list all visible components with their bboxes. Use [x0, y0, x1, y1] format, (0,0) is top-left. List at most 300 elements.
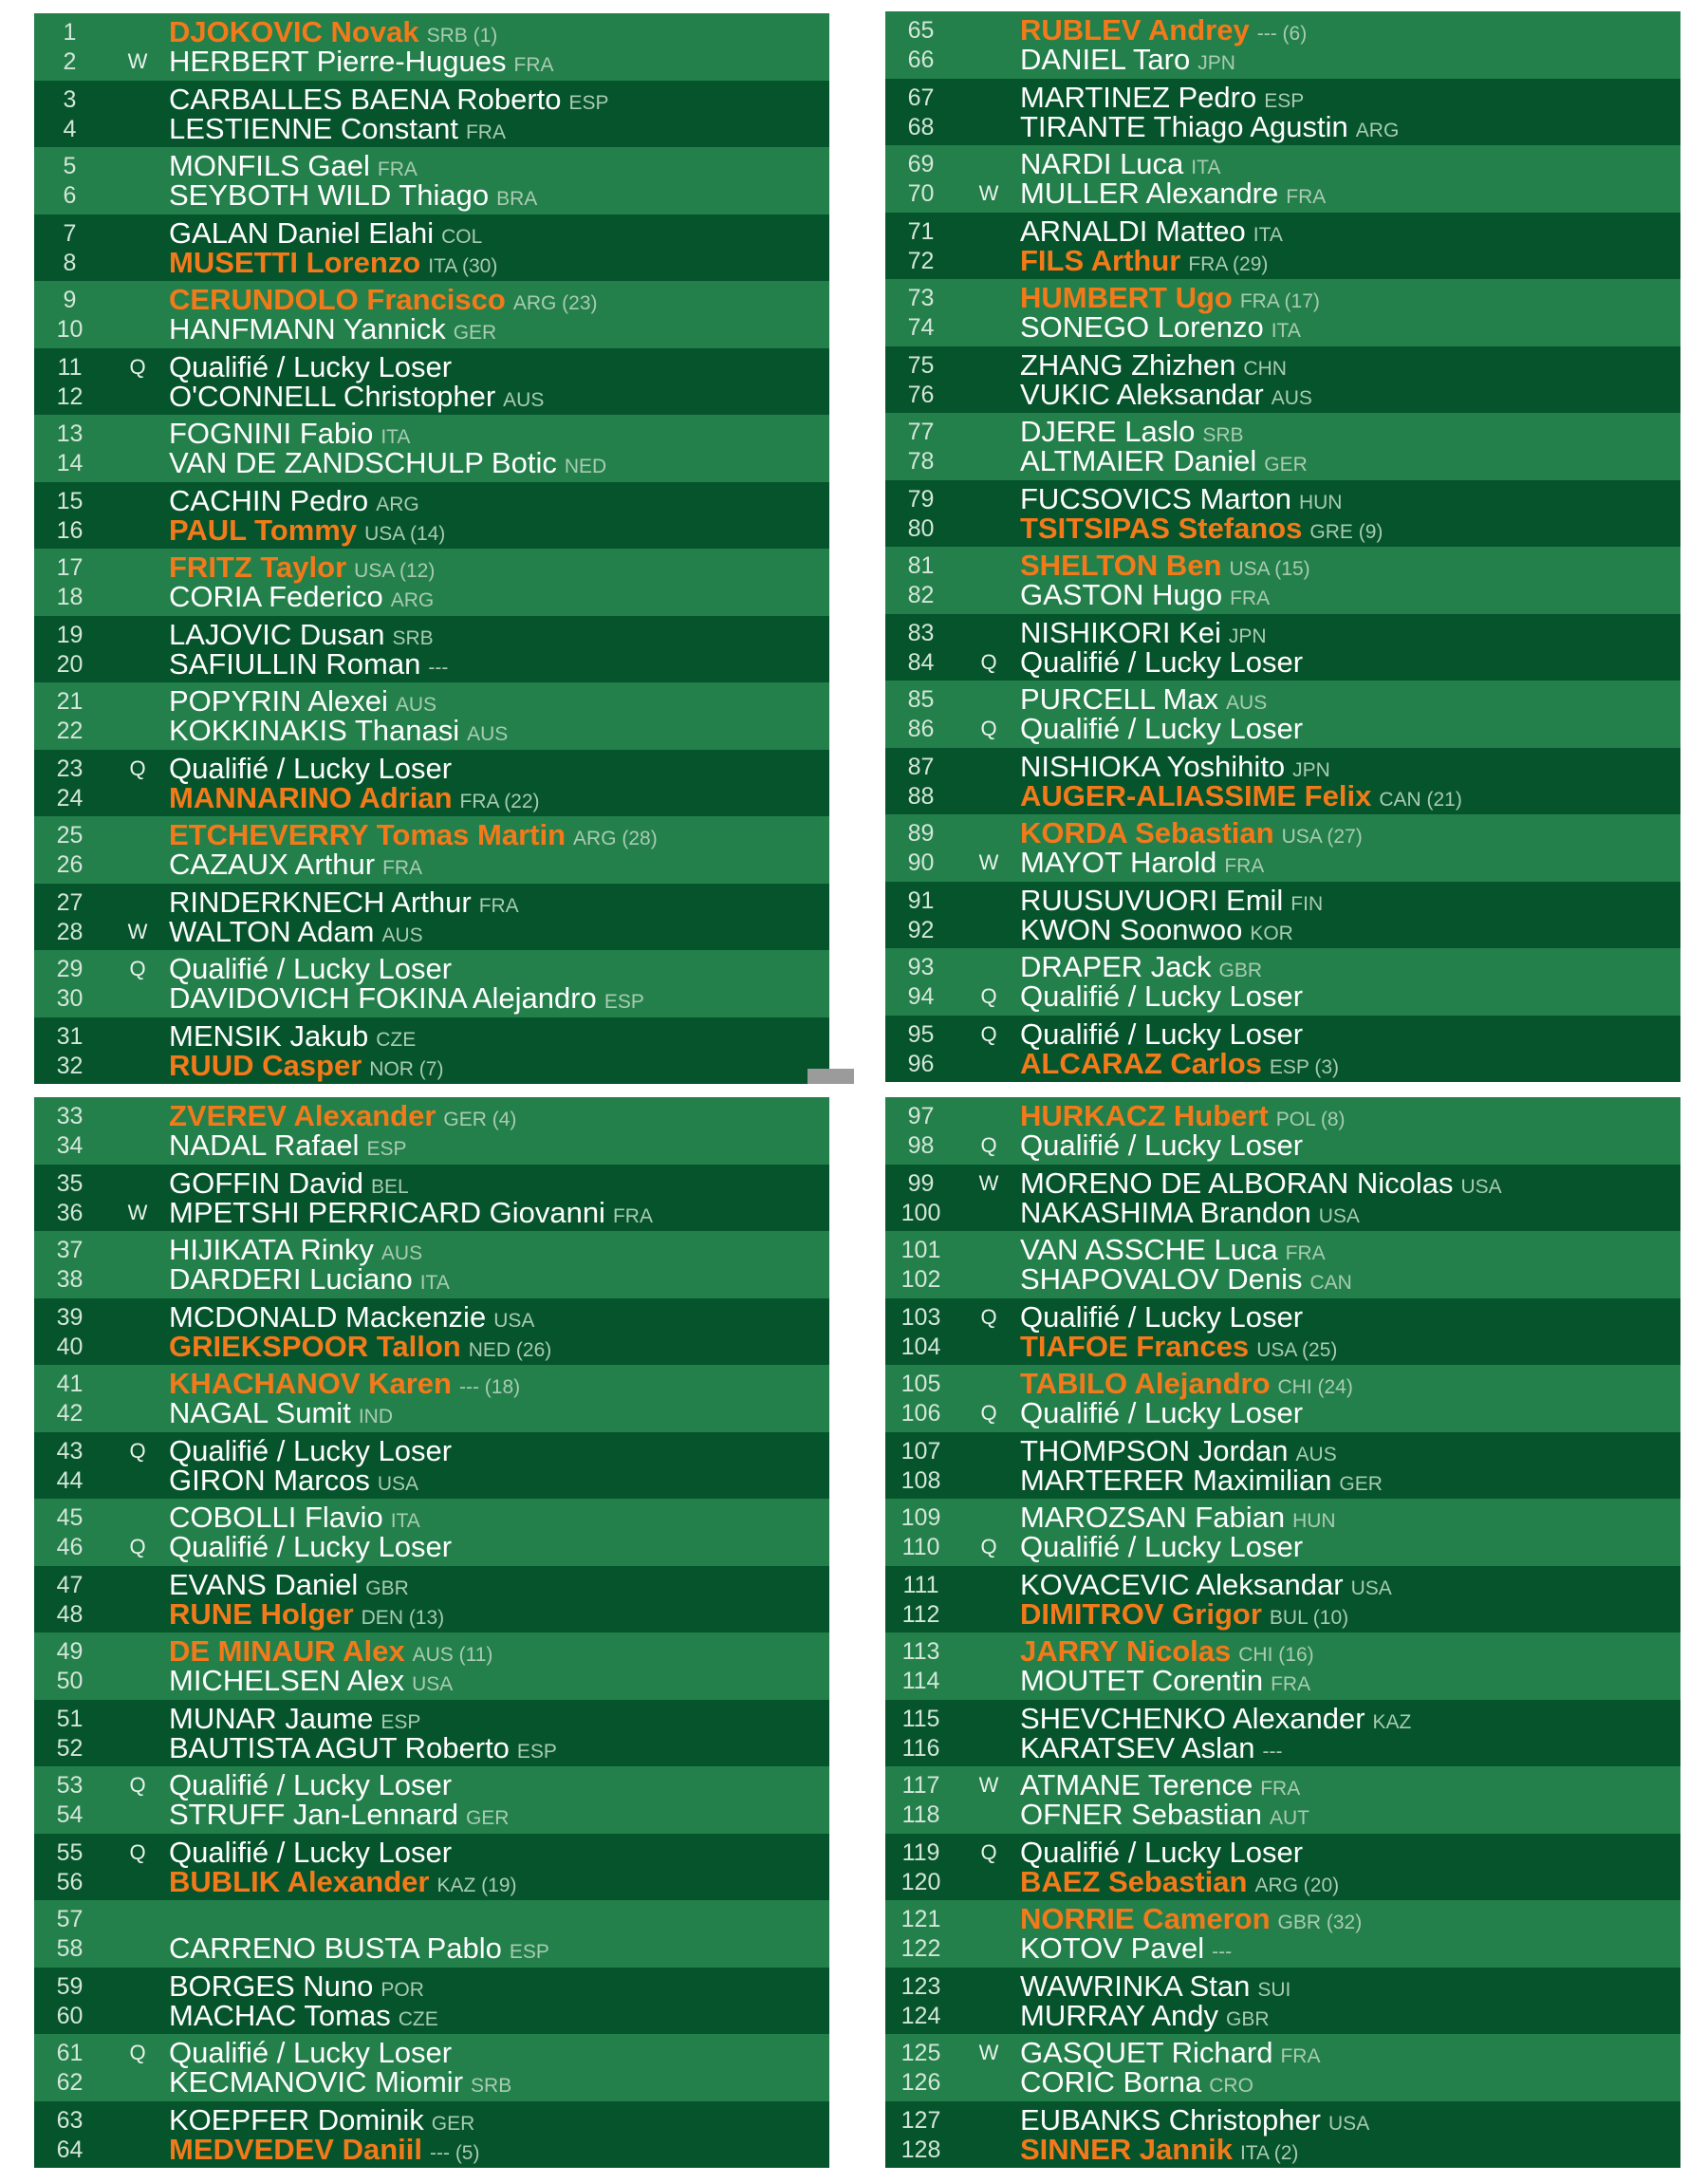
country-seed: COL — [441, 225, 483, 248]
match-row[interactable] — [885, 2101, 1680, 2169]
draw-position: 14 — [56, 450, 84, 476]
match-row[interactable] — [34, 950, 829, 1017]
draw-position: 17 — [56, 554, 84, 581]
player-line[interactable] — [885, 1264, 1680, 1295]
match-row[interactable] — [885, 1016, 1680, 1083]
player-line[interactable] — [885, 446, 1680, 476]
match-row[interactable] — [885, 413, 1680, 480]
match-row[interactable] — [34, 2101, 829, 2169]
draw-position: 79 — [907, 485, 935, 513]
player-name — [169, 1933, 549, 1968]
player-line[interactable] — [34, 1864, 829, 1898]
player-name-text: ZHANG Zhizhen — [1020, 347, 1236, 382]
country-seed: ITA (2) — [1239, 2141, 1299, 2164]
match-row[interactable] — [885, 681, 1680, 748]
match-row[interactable] — [34, 1566, 829, 1633]
player-name-text: KORDA Sebastian — [1020, 816, 1274, 849]
player-name-text: MANNARINO Adrian — [169, 780, 453, 814]
entry-tag: W — [127, 919, 148, 943]
player-line[interactable] — [885, 45, 1680, 75]
player-line[interactable] — [34, 1018, 829, 1053]
player-line[interactable] — [34, 180, 829, 211]
player-line[interactable] — [34, 1168, 829, 1199]
player-line[interactable] — [34, 245, 829, 279]
country-seed: BRA — [496, 188, 538, 210]
player-line[interactable] — [34, 1235, 829, 1265]
draw-position: 124 — [900, 2002, 941, 2029]
match-row[interactable] — [34, 549, 829, 616]
player-line[interactable] — [34, 617, 829, 651]
player-line[interactable] — [34, 151, 829, 181]
player-name-text: ALCARAZ Carlos — [1020, 1046, 1262, 1080]
draw-position: 29 — [56, 956, 84, 982]
player-line[interactable] — [34, 820, 829, 850]
country-seed: --- — [1262, 1740, 1283, 1763]
match-row[interactable] — [34, 13, 829, 81]
player-name-text: GRIEKSPOOR Tallon — [169, 1329, 461, 1363]
player-name-text: POPYRIN Alexei — [169, 684, 388, 718]
scroll-divider-handle[interactable] — [808, 1069, 854, 1084]
player-line[interactable] — [34, 1329, 829, 1363]
match-row[interactable] — [885, 145, 1680, 213]
player-line[interactable] — [34, 419, 829, 449]
country-seed: AUT — [1270, 1807, 1309, 1829]
country-seed: CAN (21) — [1379, 788, 1462, 811]
player-line[interactable] — [885, 2132, 1680, 2166]
player-line[interactable] — [34, 849, 829, 880]
draw-position: 75 — [907, 351, 935, 379]
draw-position: 111 — [902, 1571, 939, 1598]
player-name-text: BAUTISTA AGUT Roberto — [169, 1730, 510, 1764]
player-line[interactable] — [885, 1998, 1680, 2032]
player-line[interactable] — [885, 644, 1680, 679]
country-seed: USA — [1350, 1577, 1392, 1599]
player-name-text: Qualifié / Lucky Loser — [1020, 980, 1304, 1013]
match-row[interactable] — [34, 147, 829, 215]
player-line[interactable] — [885, 580, 1680, 610]
draw-position: 28 — [56, 918, 84, 945]
player-line[interactable] — [34, 1101, 829, 1131]
player-line[interactable] — [885, 513, 1680, 544]
player-line[interactable] — [885, 347, 1680, 382]
country-seed: --- (18) — [458, 1376, 521, 1398]
player-line[interactable] — [34, 1800, 829, 1830]
player-line[interactable] — [34, 2132, 829, 2166]
player-line[interactable] — [885, 1770, 1680, 1801]
player-line[interactable] — [34, 983, 829, 1014]
player-line[interactable] — [885, 1168, 1680, 1199]
player-line[interactable] — [885, 1666, 1680, 1696]
player-line[interactable] — [885, 778, 1680, 812]
country-seed: FRA — [1280, 2045, 1321, 2067]
match-row[interactable] — [885, 1700, 1680, 1767]
player-line[interactable] — [885, 1398, 1680, 1428]
match-row[interactable] — [34, 81, 829, 148]
player-name-text: MEDVEDEV Daniil — [169, 2132, 422, 2166]
player-line[interactable] — [885, 1465, 1680, 1496]
player-line[interactable] — [885, 1636, 1680, 1667]
draw-position: 125 — [900, 2040, 941, 2066]
player-line[interactable] — [34, 515, 829, 546]
draw-position: 37 — [56, 1237, 84, 1263]
player-line[interactable] — [34, 1369, 829, 1399]
player-name-text: KOTOV Pavel — [1020, 1931, 1205, 1965]
player-line[interactable] — [34, 914, 829, 948]
match-row[interactable] — [34, 1231, 829, 1298]
player-line[interactable] — [34, 1048, 829, 1082]
match-row[interactable] — [34, 2034, 829, 2101]
country-seed: POL (8) — [1275, 1109, 1346, 1130]
player-name-text: GIRON Marcos — [169, 1463, 370, 1497]
match-row[interactable] — [885, 279, 1680, 346]
player-name-text: NISHIOKA Yoshihito — [1020, 749, 1286, 783]
player-name — [1020, 1730, 1283, 1767]
player-name-text: MURRAY Andy — [1020, 1998, 1219, 2032]
player-name-text: Qualifié / Lucky Loser — [1020, 1530, 1304, 1563]
player-line[interactable] — [34, 686, 829, 717]
player-name-text: FOGNINI Fabio — [169, 417, 374, 450]
match-row[interactable] — [885, 948, 1680, 1016]
player-line[interactable] — [34, 780, 829, 814]
player-line[interactable] — [34, 1502, 829, 1533]
player-line[interactable] — [34, 379, 829, 413]
player-name-text: SAFIULLIN Roman — [169, 646, 421, 681]
match-row[interactable] — [34, 750, 829, 817]
match-row[interactable] — [34, 1766, 829, 1834]
match-row[interactable] — [885, 1298, 1680, 1366]
player-line[interactable] — [34, 1933, 829, 1964]
match-row[interactable] — [34, 348, 829, 416]
player-line[interactable] — [885, 1730, 1680, 1764]
match-row[interactable] — [34, 1365, 829, 1432]
match-row[interactable] — [34, 1432, 829, 1500]
player-line[interactable] — [885, 109, 1680, 143]
draw-position: 117 — [901, 1772, 940, 1799]
player-name-text: VAN DE ZANDSCHULP Botic — [169, 446, 557, 479]
player-line[interactable] — [34, 483, 829, 517]
player-line[interactable] — [34, 1433, 829, 1467]
player-line[interactable] — [885, 1235, 1680, 1265]
player-name-text: NAGAL Sumit — [169, 1396, 351, 1429]
player-line[interactable] — [34, 646, 829, 681]
player-line[interactable] — [885, 15, 1680, 46]
match-row[interactable] — [34, 482, 829, 550]
player-line[interactable] — [885, 883, 1680, 917]
player-line[interactable] — [885, 312, 1680, 343]
match-row[interactable] — [885, 1834, 1680, 1901]
player-line[interactable] — [885, 848, 1680, 878]
draw-position: 54 — [56, 1801, 84, 1828]
draw-position: 84 — [907, 648, 935, 676]
player-line[interactable] — [885, 1567, 1680, 1601]
match-row[interactable] — [885, 814, 1680, 882]
player-line[interactable] — [885, 749, 1680, 783]
player-name-text: WALTON Adam — [169, 914, 375, 948]
match-row[interactable] — [34, 1700, 829, 1767]
match-row[interactable] — [885, 547, 1680, 614]
player-line[interactable] — [34, 1968, 829, 2003]
player-name-text: SEYBOTH WILD Thiago — [169, 178, 490, 212]
player-line[interactable] — [34, 349, 829, 383]
match-row[interactable] — [885, 614, 1680, 681]
match-row[interactable] — [885, 79, 1680, 146]
match-row[interactable] — [34, 215, 829, 282]
player-name-text: ALTMAIER Daniel — [1020, 444, 1257, 477]
match-row[interactable] — [34, 1633, 829, 1700]
match-row[interactable] — [34, 1834, 829, 1901]
player-line[interactable] — [34, 1299, 829, 1334]
player-line[interactable] — [885, 818, 1680, 849]
player-name — [1020, 1398, 1303, 1428]
player-line[interactable] — [885, 243, 1680, 277]
player-line[interactable] — [885, 481, 1680, 515]
match-row[interactable] — [885, 1365, 1680, 1432]
player-line[interactable] — [885, 1019, 1680, 1050]
match-row[interactable] — [34, 1017, 829, 1085]
player-name-text: RUNE Holger — [169, 1596, 354, 1631]
draw-position: 5 — [63, 153, 77, 179]
player-line[interactable] — [885, 1130, 1680, 1161]
match-row[interactable] — [34, 1165, 829, 1232]
player-line[interactable] — [885, 178, 1680, 209]
player-line[interactable] — [885, 714, 1680, 744]
player-line[interactable] — [885, 1433, 1680, 1467]
country-seed: KOR — [1250, 922, 1293, 944]
player-line[interactable] — [885, 1596, 1680, 1631]
country-seed: ITA — [381, 426, 411, 448]
draw-position: 88 — [907, 782, 935, 810]
match-row[interactable] — [34, 1968, 829, 2035]
player-line[interactable] — [885, 1101, 1680, 1131]
player-line[interactable] — [34, 111, 829, 145]
player-name-text: Qualifié / Lucky Loser — [1020, 1396, 1304, 1429]
match-row[interactable] — [34, 682, 829, 750]
player-line[interactable] — [34, 17, 829, 47]
player-name — [169, 1666, 453, 1700]
player-name-text: ARNALDI Matteo — [1020, 214, 1246, 248]
player-name — [169, 47, 554, 81]
match-row[interactable] — [885, 213, 1680, 280]
player-line[interactable] — [34, 448, 829, 478]
draw-position: 10 — [56, 316, 84, 343]
match-row[interactable] — [885, 1097, 1680, 1165]
player-line[interactable] — [885, 1195, 1680, 1229]
match-row[interactable] — [34, 415, 829, 482]
draw-position: 96 — [907, 1050, 935, 1077]
player-name — [1020, 2067, 1253, 2101]
player-line[interactable] — [885, 377, 1680, 411]
player-name — [1020, 178, 1326, 213]
match-row[interactable] — [885, 2034, 1680, 2101]
player-line[interactable] — [34, 1596, 829, 1631]
player-line[interactable] — [34, 1636, 829, 1667]
match-row[interactable] — [34, 281, 829, 348]
match-row[interactable] — [885, 1900, 1680, 1968]
player-name-text: DJOKOVIC Novak — [169, 15, 419, 48]
draw-position: 120 — [900, 1868, 941, 1895]
country-seed: ARG (28) — [573, 828, 658, 849]
draw-position: 94 — [907, 983, 935, 1010]
player-line[interactable] — [885, 1701, 1680, 1735]
match-row[interactable] — [885, 1766, 1680, 1834]
player-line[interactable] — [885, 149, 1680, 179]
player-name-text: SONEGO Lorenzo — [1020, 310, 1264, 344]
player-line[interactable] — [885, 684, 1680, 715]
player-line[interactable] — [885, 2038, 1680, 2068]
player-name-text: DRAPER Jack — [1020, 950, 1212, 983]
player-line[interactable] — [34, 1770, 829, 1801]
player-line[interactable] — [34, 1398, 829, 1428]
player-line[interactable] — [885, 1933, 1680, 1964]
player-line[interactable] — [34, 1130, 829, 1161]
player-name — [1020, 981, 1303, 1012]
country-seed: SRB (1) — [426, 25, 498, 47]
entry-tag: W — [978, 2041, 999, 2064]
player-line[interactable] — [34, 2067, 829, 2098]
player-line[interactable] — [885, 1968, 1680, 2003]
player-line[interactable] — [885, 2102, 1680, 2136]
player-line[interactable] — [34, 1701, 829, 1735]
player-line[interactable] — [885, 1800, 1680, 1830]
entry-tag: Q — [980, 1133, 997, 1157]
player-name-text: SHEVCHENKO Alexander — [1020, 1701, 1365, 1735]
player-line[interactable] — [885, 1904, 1680, 1934]
player-line[interactable] — [34, 215, 829, 250]
player-name — [169, 448, 606, 482]
player-name — [169, 1532, 452, 1562]
player-name — [169, 582, 434, 616]
player-line[interactable] — [885, 1046, 1680, 1080]
player-line[interactable] — [34, 2038, 829, 2068]
player-line[interactable] — [34, 1465, 829, 1496]
match-row[interactable] — [34, 1900, 829, 1968]
player-name-text: Qualifié / Lucky Loser — [1020, 1017, 1304, 1051]
player-line[interactable] — [885, 1532, 1680, 1562]
match-row[interactable] — [885, 1432, 1680, 1500]
player-line[interactable] — [34, 47, 829, 77]
player-name-text: MUSETTI Lorenzo — [169, 245, 421, 279]
player-line[interactable] — [34, 2102, 829, 2136]
match-row[interactable] — [34, 1298, 829, 1366]
player-line[interactable] — [885, 1329, 1680, 1363]
draw-position: 90 — [907, 849, 935, 876]
player-line[interactable] — [885, 1835, 1680, 1869]
country-seed: JPN — [1292, 758, 1330, 781]
player-line[interactable] — [34, 751, 829, 785]
player-line[interactable] — [34, 1730, 829, 1764]
player-name — [1020, 312, 1301, 346]
player-line[interactable] — [34, 1904, 829, 1934]
player-line[interactable] — [885, 216, 1680, 247]
player-line[interactable] — [34, 887, 829, 918]
player-name — [169, 349, 453, 383]
draw-position: 93 — [907, 954, 935, 980]
player-line[interactable] — [34, 716, 829, 746]
match-row[interactable] — [34, 816, 829, 884]
draw-position: 21 — [56, 688, 84, 715]
match-row[interactable] — [885, 1165, 1680, 1232]
player-line[interactable] — [885, 1502, 1680, 1533]
draw-position: 86 — [907, 716, 935, 742]
player-name — [1020, 45, 1235, 79]
entry-tag: W — [978, 181, 999, 205]
match-row[interactable] — [885, 748, 1680, 815]
country-seed: CHI (16) — [1238, 1644, 1314, 1666]
player-line[interactable] — [34, 285, 829, 315]
entry-tag: Q — [980, 717, 997, 740]
player-line[interactable] — [34, 314, 829, 345]
player-line[interactable] — [885, 615, 1680, 649]
player-name-text: CAZAUX Arthur — [169, 848, 376, 881]
player-name — [169, 646, 449, 683]
match-row[interactable] — [34, 884, 829, 951]
match-row[interactable] — [885, 346, 1680, 414]
player-line[interactable] — [34, 1264, 829, 1295]
player-line[interactable] — [885, 912, 1680, 946]
match-row[interactable] — [885, 1566, 1680, 1633]
player-line[interactable] — [34, 1532, 829, 1562]
match-row[interactable] — [885, 480, 1680, 548]
player-line[interactable] — [885, 80, 1680, 114]
player-line[interactable] — [34, 582, 829, 612]
player-line[interactable] — [34, 1998, 829, 2032]
player-line[interactable] — [34, 1666, 829, 1696]
country-seed: ESP — [366, 1138, 407, 1160]
player-line[interactable] — [34, 1195, 829, 1229]
player-line[interactable] — [34, 1835, 829, 1869]
player-name-text: Qualifié / Lucky Loser — [169, 1768, 453, 1801]
player-line[interactable] — [885, 283, 1680, 313]
player-line[interactable] — [885, 2067, 1680, 2098]
match-row[interactable] — [34, 1097, 829, 1165]
country-seed: ESP — [381, 1710, 421, 1733]
player-line[interactable] — [34, 552, 829, 583]
player-line[interactable] — [885, 1299, 1680, 1334]
entry-tag: Q — [129, 1773, 146, 1797]
player-line[interactable] — [885, 1369, 1680, 1399]
match-row[interactable] — [885, 11, 1680, 79]
country-seed: FRA — [1260, 1778, 1301, 1800]
country-seed: ESP — [603, 991, 644, 1013]
match-row[interactable] — [885, 882, 1680, 949]
player-name — [169, 1329, 552, 1366]
player-name-text: GASTON Hugo — [1020, 578, 1223, 611]
player-line[interactable] — [885, 417, 1680, 447]
match-row[interactable] — [885, 1968, 1680, 2035]
player-name-text: MAROZSAN Fabian — [1020, 1501, 1286, 1534]
player-name — [1020, 446, 1308, 480]
player-line[interactable] — [885, 981, 1680, 1012]
country-seed: AUS — [1226, 692, 1268, 714]
country-seed: GBR — [1218, 960, 1263, 981]
player-line[interactable] — [885, 952, 1680, 982]
match-row[interactable] — [885, 1231, 1680, 1298]
country-seed: ESP — [1264, 89, 1305, 112]
draw-position: 122 — [900, 1935, 941, 1962]
draw-position: 55 — [56, 1838, 84, 1866]
draw-position: 22 — [56, 718, 84, 744]
match-row[interactable] — [885, 1633, 1680, 1700]
player-line[interactable] — [885, 550, 1680, 581]
player-line[interactable] — [34, 954, 829, 984]
player-name-text: GASQUET Richard — [1020, 2036, 1273, 2069]
player-line[interactable] — [34, 1567, 829, 1601]
player-line[interactable] — [885, 1864, 1680, 1898]
match-row[interactable] — [885, 1499, 1680, 1566]
match-row[interactable] — [34, 616, 829, 683]
player-line[interactable] — [34, 84, 829, 115]
match-row[interactable] — [34, 1499, 829, 1566]
